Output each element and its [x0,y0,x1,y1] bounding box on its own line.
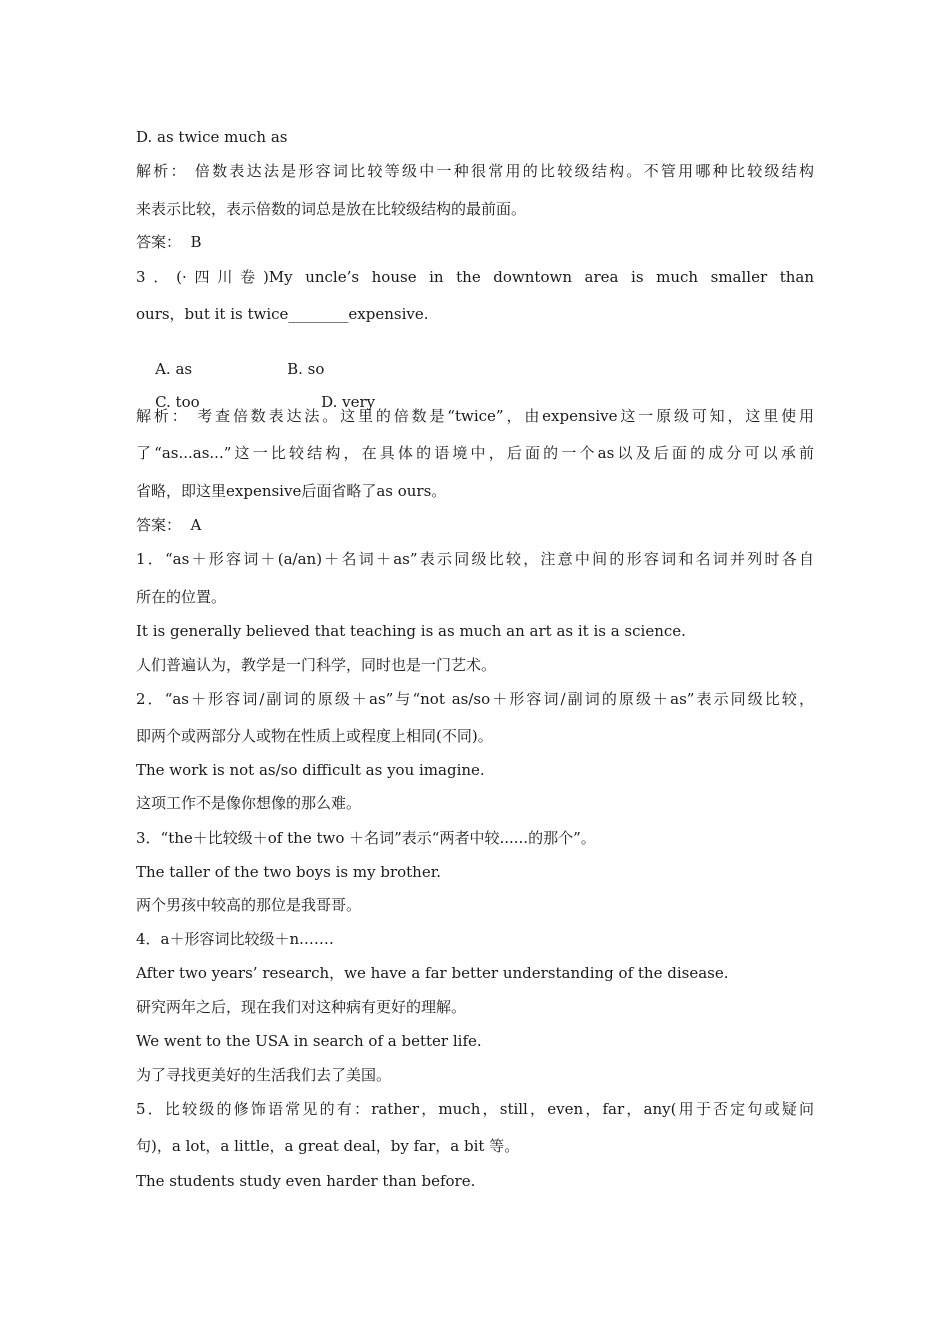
example-line: We went to the USA in search of a better life. [136,1032,482,1050]
translation-line: 人们普遍认为，教学是一门科学，同时也是一门艺术。 [136,656,497,674]
example-line: The taller of the two boys is my brother. [136,863,442,881]
rule-line: 4．a＋形容词比较级＋n.…… [136,930,334,948]
option-b: B. so [287,360,325,378]
translation-line: 研究两年之后，现在我们对这种病有更好的理解。 [136,998,467,1016]
rule-line: 即两个或两部分人或物在性质上或程度上相同(不同)。 [136,727,493,745]
analysis-line: 来表示比较，表示倍数的词总是放在比较级结构的最前面。 [136,200,527,218]
question-line: 3．(·四川卷)My uncle’s house in the downtown area is much smaller than [136,268,814,286]
rule-line: 句)，a lot，a little，a great deal，by far，a bit 等。 [136,1137,520,1155]
translation-line: 为了寻找更美好的生活我们去了美国。 [136,1066,392,1084]
example-line: The students study even harder than before. [136,1172,476,1190]
rule-line: 2．“as＋形容词/副词的原级＋as”与“not as/so＋形容词/副词的原级＋as”表示同级比较， [136,690,814,708]
translation-line: 两个男孩中较高的那位是我哥哥。 [136,896,362,914]
analysis-line: 解析： 倍数表达法是形容词比较等级中一种很常用的比较级结构。不管用哪种比较级结构 [136,162,814,180]
option-d-line: D. as twice much as [136,128,288,146]
rule-line: 所在的位置。 [136,588,227,606]
rule-line: 3．“the＋比较级＋of the two ＋名词”表示“两者中较......的那个”。 [136,829,596,847]
answer-line: 答案： B [136,233,202,251]
translation-line: 这项工作不是像你想像的那么难。 [136,794,362,812]
example-line: It is generally believed that teaching is as much an art as it is a science. [136,622,686,640]
option-a: A. as [155,360,193,378]
option-c: C. too [155,393,200,411]
answer-line: 答案： A [136,516,202,534]
rule-line: 5．比较级的修饰语常见的有：rather，much，still，even，far，any(用于否定句或疑问 [136,1100,814,1118]
question-line: ours，but it is twice________expensive. [136,305,429,323]
rule-line: 1．“as＋形容词＋(a/an)＋名词＋as”表示同级比较，注意中间的形容词和名词并列时各自 [136,550,814,568]
analysis-line: 省略，即这里expensive后面省略了as ours。 [136,482,447,500]
example-line: After two years’ research，we have a far better understanding of the disease. [136,964,729,982]
analysis-line: 解析： 考查倍数表达法。这里的倍数是“twice”，由expensive这一原级可知，这里使用 [136,407,814,425]
example-line: The work is not as/so difficult as you imagine. [136,761,485,779]
analysis-line: 了“as...as...”这一比较结构，在具体的语境中，后面的一个as以及后面的成分可以承前 [136,444,814,462]
option-d: D. very [321,393,376,411]
